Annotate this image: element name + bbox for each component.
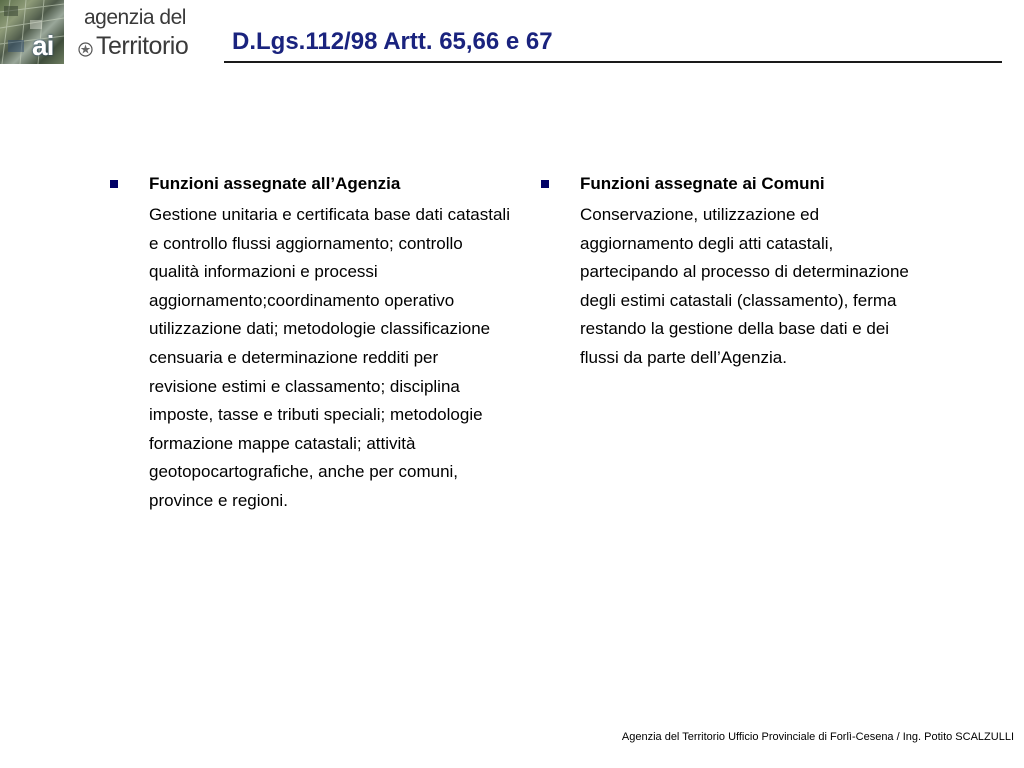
left-column bbox=[110, 170, 510, 516]
logo-line2: Territorio bbox=[96, 32, 189, 60]
left-heading: Funzioni assegnate all’Agenzia bbox=[149, 174, 401, 193]
slide-title: D.Lgs.112/98 Artt. 65,66 e 67 bbox=[232, 28, 553, 55]
square-bullet-icon bbox=[110, 180, 118, 188]
right-body: Conservazione, utilizzazione ed aggiornamento degli atti catastali, partecipando al processo di determinazione degli estimi catastali (classamento), ferma restando la gestione della base dati e dei flussi da parte dell’Agenzia. bbox=[580, 205, 909, 367]
square-bullet-icon bbox=[541, 180, 549, 188]
logo-photo bbox=[0, 0, 64, 64]
left-body: Gestione unitaria e certificata base dati catastali e controllo flussi aggiornamento; controllo qualità informazioni e processi aggiornamento;coordinamento operativo utilizzazione dati; metodologie classificazione censuaria e determinazione redditi per revisione estimi e classamento; disciplina imposte, tasse e tributi speciali; metodologie formazione mappe catastali; attività geotopocartografiche, anche per comuni, province e regioni. bbox=[149, 205, 510, 510]
right-column bbox=[541, 170, 921, 373]
footer-credit: Agenzia del Territorio Ufficio Provinciale di Forlì-Cesena / Ing. Potito SCALZULLI bbox=[621, 731, 1014, 743]
logo-line1: agenzia del bbox=[84, 6, 186, 29]
title-divider bbox=[224, 61, 1002, 63]
republic-emblem-icon bbox=[78, 41, 93, 58]
logo-wordmark bbox=[70, 6, 210, 62]
right-heading: Funzioni assegnate ai Comuni bbox=[580, 174, 825, 193]
logo-monogram: ai bbox=[32, 30, 54, 61]
